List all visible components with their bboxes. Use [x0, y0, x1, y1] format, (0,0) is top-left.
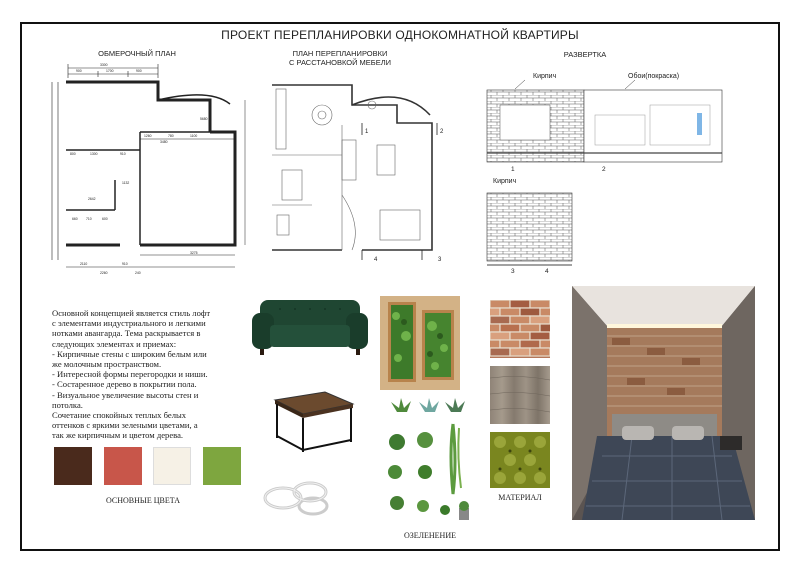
dim-label: 3480 — [160, 140, 168, 144]
dim-label: 3300 — [100, 63, 108, 67]
dim-label: 1260 — [144, 134, 152, 138]
dim-label: 5680 — [200, 117, 208, 121]
coffee-table-image — [265, 390, 360, 455]
dim-label: 780 — [168, 134, 174, 138]
ceiling-lamp-image — [258, 478, 343, 518]
color-swatch — [203, 447, 241, 485]
dim-label: 660 — [72, 217, 78, 221]
materials-label: МАТЕРИАЛ — [498, 493, 542, 502]
dim-label: 240 — [135, 271, 141, 275]
dim-label: 2260 — [100, 271, 108, 275]
green-wall-image — [380, 296, 460, 390]
dim-label: 910 — [122, 262, 128, 266]
section-mark: 1 — [511, 166, 515, 173]
dim-label: 910 — [120, 152, 126, 156]
section-mark: 1 — [365, 129, 369, 135]
elevation-material-label: Обои(покраска) — [628, 73, 680, 80]
section-mark: 3 — [511, 268, 515, 275]
brick-material-image — [490, 300, 550, 358]
section-mark: 3 — [438, 257, 442, 263]
color-swatch — [54, 447, 92, 485]
section-mark: 2 — [602, 166, 606, 173]
section-mark: 2 — [440, 129, 444, 135]
section-mark: 4 — [374, 257, 378, 263]
dim-label: 900 — [76, 69, 82, 73]
wood-material-image — [490, 366, 550, 424]
furniture-plan-label: ПЛАН ПЕРЕПЛАНИРОВКИ С РАССТАНОВКОЙ МЕБЕЛИ — [288, 49, 392, 67]
page-title: ПРОЕКТ ПЕРЕПЛАНИРОВКИ ОДНОКОМНАТНОЙ КВАРТИРЫ — [221, 28, 579, 42]
bedroom-render-image — [572, 286, 755, 520]
color-swatch — [104, 447, 142, 485]
dim-label: 710 — [86, 217, 92, 221]
dim-label: 1132 — [122, 181, 130, 185]
dim-label: 2642 — [88, 197, 96, 201]
dim-label: 2110 — [80, 262, 88, 266]
color-swatch — [153, 447, 191, 485]
dim-label: 900 — [136, 69, 142, 73]
dim-label: 1700 — [106, 69, 114, 73]
plants-collage-image — [383, 398, 478, 526]
measure-plan-label: ОБМЕРОЧНЫЙ ПЛАН — [98, 49, 176, 58]
dim-label: 600 — [102, 217, 108, 221]
dim-label: 3275 — [190, 251, 198, 255]
furniture-plan-drawing — [262, 75, 452, 265]
greenery-label: ОЗЕЛЕНЕНИЕ — [404, 531, 456, 540]
elevation-material-label: Кирпич — [493, 178, 517, 185]
elevation-label: РАЗВЕРТКА — [563, 50, 607, 59]
section-mark: 4 — [545, 268, 549, 275]
dim-label: 800 — [70, 152, 76, 156]
velvet-material-image — [490, 432, 550, 488]
elevation-material-label: Кирпич — [533, 73, 557, 80]
elevation-drawing — [485, 65, 730, 280]
concept-description: Основной концепцией является стиль лофт с элементами индустриального и легкими нотками авангарда. Тема раскрывается в следующих элементах и приемах: - Кирпичные стены с широким белым или же молочным пространством. - Интересной формы перегородки и ниши. - Состаренное дерево в покрытии пола. - Визуальное увеличение высоты стен и потолка. Сочетание спокойных теплых белых оттенков с яркими зелеными цветами, а так же кирпичным и цветом дерева. — [52, 308, 211, 441]
sofa-image — [250, 295, 370, 360]
dim-label: 1100 — [190, 134, 198, 138]
colors-label: ОСНОВНЫЕ ЦВЕТА — [105, 496, 180, 505]
dim-label: 1300 — [90, 152, 98, 156]
measure-plan-drawing — [40, 60, 250, 280]
